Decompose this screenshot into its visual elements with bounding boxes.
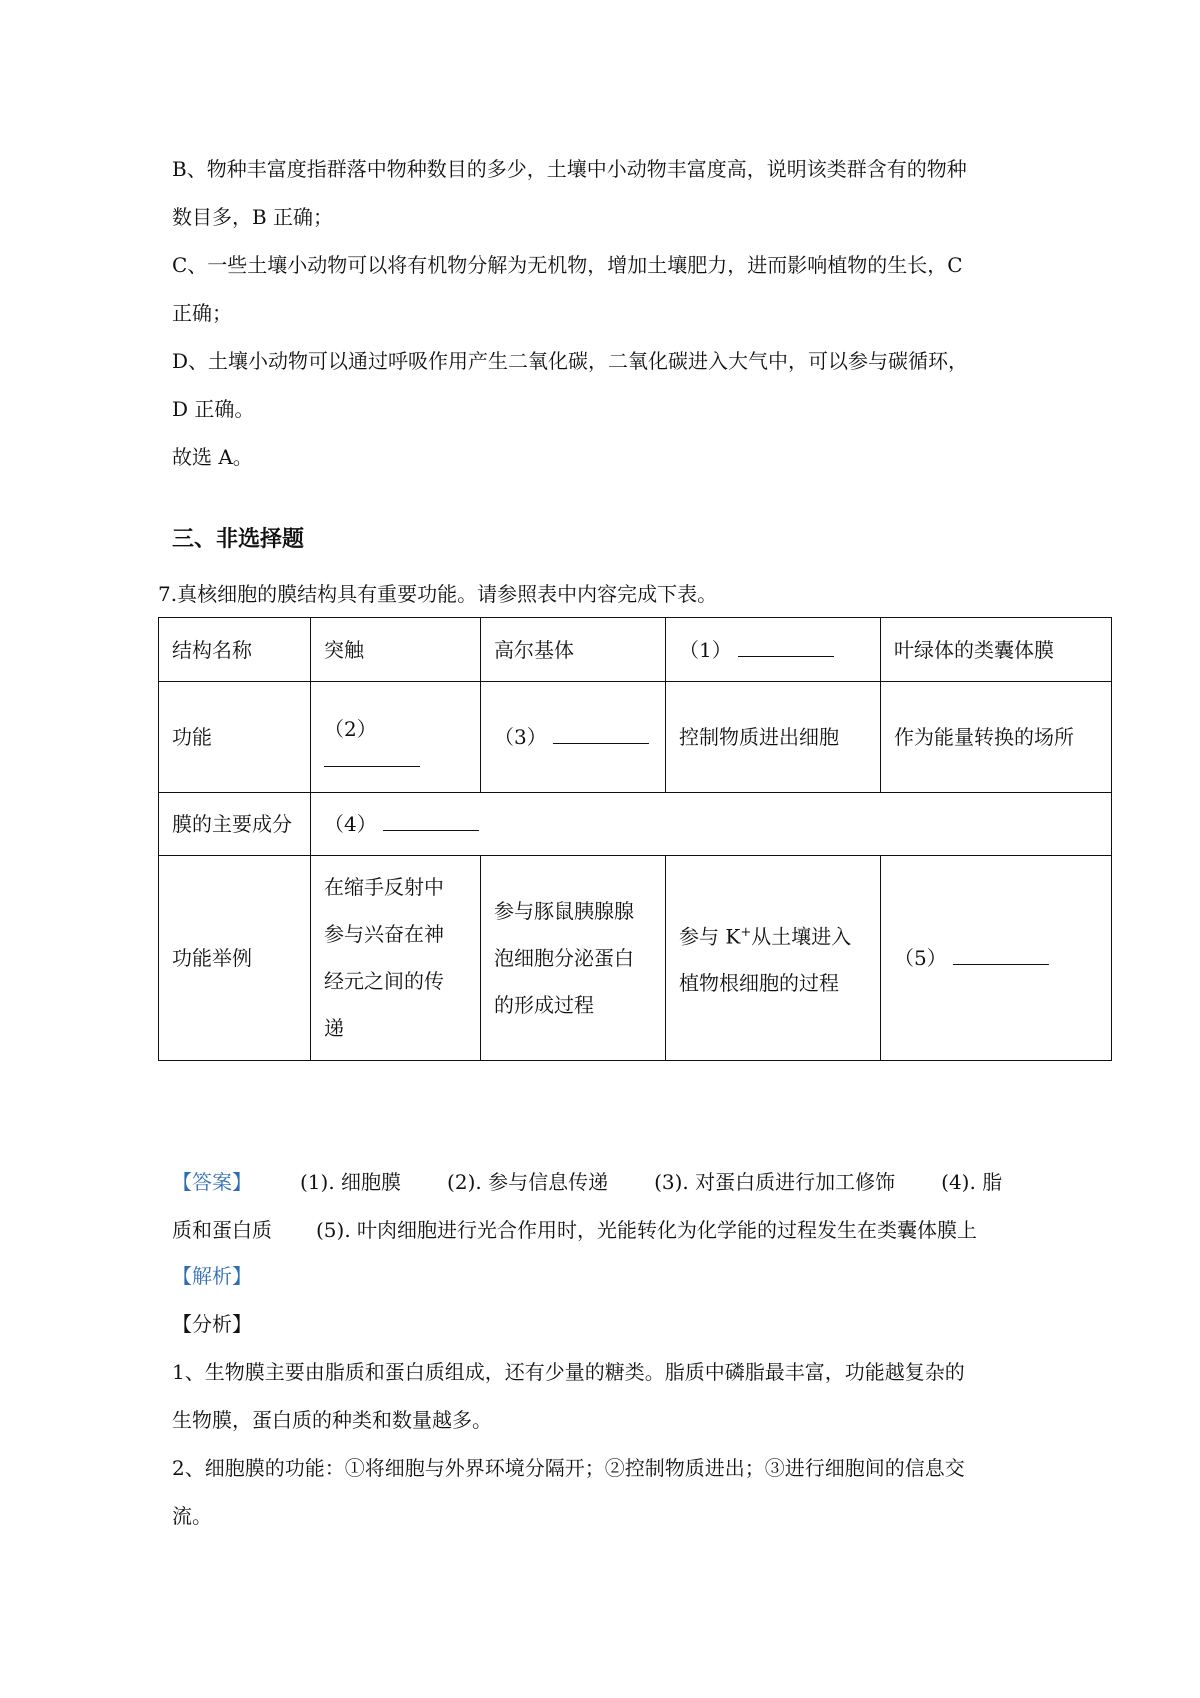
cell-line: 在缩手反射中 [324,875,444,899]
answer-item: (4). 脂 [941,1170,1003,1194]
answer-item: 质和蛋白质 [172,1218,272,1242]
solution-line: D 正确。 [172,397,255,421]
analysis-paragraph [172,1348,1042,1540]
cell-line [679,909,867,961]
cell-line: 的形成过程 [494,992,594,1017]
superscript-plus: + [740,924,752,940]
answer-item: (1). 细胞膜 [300,1170,402,1194]
cell-text: 参与 K [679,924,741,949]
answer-blank [953,940,1049,965]
analysis-line: 1、生物膜主要由脂质和蛋白质组成，还有少量的糖类。脂质中磷脂最丰富，功能越复杂的 [172,1360,965,1384]
analysis-line: 流。 [172,1504,212,1528]
table-cell: 突触 [311,618,481,682]
cell-line: 植物根细胞的过程 [679,971,839,996]
answer-blank [738,632,834,657]
solution-line: D、土壤小动物可以通过呼吸作用产生二氧化碳，二氧化碳进入大气中，可以参与碳循环， [172,349,969,373]
blank-label: （2） [324,716,377,741]
table-cell [481,682,666,793]
answer-item: (5). 叶肉细胞进行光合作用时，光能转化为化学能的过程发生在类囊体膜上 [316,1218,978,1242]
table-cell [311,793,1112,856]
blank-label: （3） [494,725,547,749]
table-row [159,856,1112,1061]
answer-label: 【答案】 [172,1170,252,1194]
solution-paragraph [172,145,1042,481]
cell-line: 参与豚鼠胰腺腺 [494,898,634,923]
table-row [159,618,1112,682]
question-text: 7.真核细胞的膜结构具有重要功能。请参照表中内容完成下表。 [158,582,718,606]
analysis-line: 生物膜，蛋白质的种类和数量越多。 [172,1408,492,1432]
table-cell [311,856,481,1061]
sub-analysis-label: 【分析】 [172,1312,252,1336]
blank-label: （1） [679,637,732,662]
solution-line: 数目多，B 正确； [172,205,334,229]
table-cell: 高尔基体 [481,618,666,682]
table-cell [481,856,666,1061]
answer-blank [383,806,479,831]
table-row [159,682,1112,793]
answer-item: (3). 对蛋白质进行加工修饰 [654,1170,896,1194]
solution-line: 正确； [172,301,232,325]
table-cell [311,682,481,793]
table-cell: 作为能量转换的场所 [881,682,1112,793]
solution-line: B、物种丰富度指群落中物种数目的多少，土壤中小动物丰富度高，说明该类群含有的物种 [172,157,967,181]
cell-line: 经元之间的传 [324,969,444,993]
answer-line [172,1158,1052,1206]
cell-line: 参与兴奋在神 [324,922,444,946]
table-cell: 控制物质进出细胞 [666,682,881,793]
answer-blank [324,746,420,767]
solution-line: C、一些土壤小动物可以将有机物分解为无机物，增加土壤肥力，进而影响植物的生长，C [172,253,963,277]
table-cell [881,856,1112,1061]
table-cell: 结构名称 [159,618,311,682]
table-row [159,793,1112,856]
cell-line: 递 [324,1016,344,1040]
table-cell: 膜的主要成分 [159,793,311,856]
answer-line [172,1206,1052,1254]
solution-line: 故选 A。 [172,445,253,469]
table-cell: 叶绿体的类囊体膜 [881,618,1112,682]
table-cell: 功能举例 [159,856,311,1061]
table-cell [666,856,881,1061]
cell-text: 从土壤进入 [751,924,852,949]
section-heading: 三、非选择题 [172,527,305,552]
table-cell: 功能 [159,682,311,793]
blank-label: （4） [324,812,377,836]
answer-block [172,1158,1052,1254]
table-cell [666,618,881,682]
membrane-table [158,617,1112,1061]
blank-label: （5） [894,946,947,970]
answer-blank [553,719,649,744]
analysis-label: 【解析】 [172,1264,252,1288]
answer-item: (2). 参与信息传递 [447,1170,609,1194]
analysis-line: 2、细胞膜的功能：①将细胞与外界环境分隔开；②控制物质进出；③进行细胞间的信息交 [172,1456,965,1480]
cell-line: 泡细胞分泌蛋白 [494,945,634,970]
